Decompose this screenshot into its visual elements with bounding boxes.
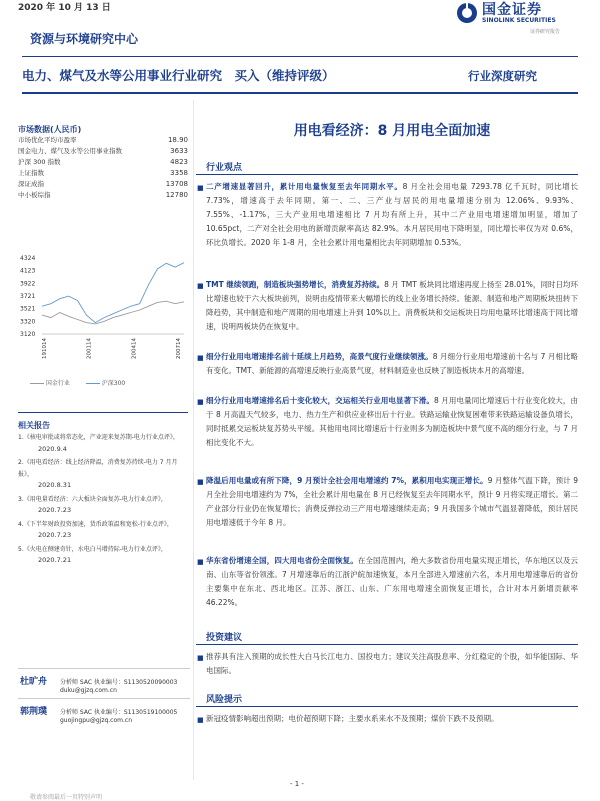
related-reports [18, 432, 190, 569]
x-tick-label: 200414 [131, 338, 138, 359]
department: 资源与环境研究中心 [30, 32, 139, 46]
related-item[interactable]: 5.《火电在侧建奇针，水电白马增持际-电力行业点评》， 2020.7.21 [18, 545, 167, 564]
chart-legend [30, 378, 125, 387]
section-heading: 行业观点 [206, 163, 243, 173]
paragraph: ■ TMT 继续领跑，制造板块强势增长，消费复苏持续。8 月 TMT 板块同比增速再度上扬至 28.01%，同时日均环比增速也较于六大板块前列，说明由疫情带来大幅增长的线上业务增长持续。能源、制造和地产周期板块扭转下降趋势，其中制造和地产周期的用电增速上升到 10%以上。消费板块和交运板块日均用电量环比增速高于同比增速，说明两板块仍在恢复中。 [197, 280, 578, 331]
analyst-email[interactable]: guojingpu@gjzq.com.cn [60, 717, 133, 724]
related-item[interactable]: 1.《核电审批或将常态化，产业迎来复苏期-电力行业点评》， 2020.9.4 [18, 434, 179, 453]
page-number: - 1 - [290, 780, 304, 788]
analyst-email[interactable]: duku@gjzq.com.cn [60, 687, 117, 694]
industry-title: 电力、煤气及水等公用事业行业研究 买入（维持评级） [22, 68, 335, 83]
market-row: 国金电力、煤气及水等公用事业指数 3633 [18, 147, 188, 155]
index-chart [18, 252, 188, 372]
market-title: 市场数据(人民币) [18, 125, 82, 134]
x-tick-label: 191014 [42, 338, 48, 359]
y-tick-label: 3120 [20, 331, 36, 338]
market-row: 沪深 300 指数 4823 [18, 158, 188, 166]
paragraph: ■ 细分行业用电增速排名后十变化较大，交运相关行业用电显著下滑。8 月用电量同比增速后十行业变化较大，由于 8 月高温天气较多，电力、热力生产和供应业移出后十行业。铁路运输业恢复困难带来铁路运输设备负增长，同时抵累交运板块复苏势头平缓。其他用电同比增速后十行业则多为制造板块中景气度不高的细分行业，与 7 月相比变化不大。 [197, 396, 579, 447]
report-type: 行业深度研究 [468, 69, 537, 83]
paragraph: ■ 华东省份增速全国，四大用电省份全面恢复。在全国范围内，绝大多数省份用电量实现正增长，华东地区以及云南、山东等省份领涨。7 月增速靠后的江浙沪皖加速恢复，本月全部进入增速前六名，本月用电增速靠后的省份主要集中在东北、西北地区。江苏、浙江、山东、广东用电增速全面恢复正增长，合计对本月新增贡献率 46.22%。 [197, 556, 578, 607]
divider [196, 174, 578, 175]
paragraph: ■ 降温后用电量或有所下降，9 月预计全社会用电增速约 7%，累积用电实现正增长。9 月整体气温下降，预计 9 月全社会用电增速约为 7%，全社会累计用电量在 8 月已经恢复至去年同期水平，预计 9 月将实现正增长。第二产业部分行业仍在恢复增长；消费反弹拉动三产用电增速继续走高；9 月我国多个城市气温显著降低，预计居民用电增速低于今年 8 月。 [197, 476, 579, 527]
report-date: 2020 年 10 月 13 日 [18, 3, 111, 13]
y-tick-label: 3922 [20, 280, 36, 288]
y-tick-label: 3320 [20, 318, 36, 326]
market-row: 中小板综指 12780 [18, 191, 188, 199]
divider [22, 56, 578, 57]
logo-sub: 证券研究报告 [530, 29, 561, 35]
analyst: 杜旷舟 分析师 SAC 执业编号：S1130520090003 duku@gjzq.com.cn [20, 674, 200, 694]
divider [22, 92, 578, 94]
legend-industry: 国金行业 [45, 380, 70, 387]
market-row: 深证成指 13708 [18, 180, 188, 188]
section-heading: 投资建议 [206, 633, 243, 643]
section-heading: 风险提示 [206, 695, 243, 705]
analyst: 郭荆璞 分析师 SAC 执业编号：S1130519100005 guojingpu@gjzq.com.cn [20, 704, 200, 724]
x-tick-label: 200714 [176, 338, 182, 359]
paragraph: ■ 新冠疫情影响超出预期；电价超预期下降；主要水系来水不及预期；煤价下跌不及预期。 [197, 714, 499, 724]
divider [18, 698, 190, 699]
sinolink-logo-icon [456, 2, 478, 24]
series-line-industry [42, 301, 184, 324]
footer-note: 敬请参阅最后一页特别声明 [30, 794, 103, 801]
paragraph: ■ 推荐具有注入预期的成长性大白马长江电力、国投电力；建议关注高股息率、分红稳定的个股，如华能国际、华电国际。 [197, 652, 578, 675]
legend-index: 沪深300 [101, 380, 126, 387]
y-tick-label: 3721 [20, 293, 36, 301]
logo-en: SINOLINK SECURITIES [482, 17, 556, 24]
related-title: 相关报告 [18, 421, 50, 430]
related-item[interactable]: 2.《用电看经济：线上经济降温，消费复苏持续-电力 7 月月报》， 2020.8.31 [18, 459, 178, 489]
logo-cn: 国金证券 [482, 2, 542, 18]
market-data [18, 100, 188, 201]
divider [196, 644, 578, 645]
paragraph: ■ 二产增速显著回升，累计用电量恢复至去年同期水平。8 月全社会用电量 7293.78 亿千瓦时，同比增长 7.73%，增速高于去年同期。第一、二、三产业与居民的用电量增速分别为 12.06%、9.93%、7.55%、-1.17%，三大产业用电增速相比 7 月均有所上升，其中二产业用电增速增加明显，增加了 10.65pct，二产对全社会用电的新增贡献率高达 82.9%。本月居民用电下降明显，同比增长率仅为对 0.6%，环比负增长。2020 年 1-8 月，全社会累计用电量相比去年同期增加 0.53%。 [197, 182, 579, 247]
divider [18, 412, 188, 413]
y-tick-label: 4123 [20, 267, 36, 275]
paragraph: ■ 细分行业用电增速排名前十延续上月趋势，高景气度行业继续领涨。8 月细分行业用电增速前十名与 7 月相比略有变化。TMT、新能源的高增速反映行业高景气度，材料制造业也反映了制造板块本月的高增速。 [197, 352, 578, 375]
report-title: 用电看经济：8 月用电全面加速 [293, 123, 491, 139]
y-tick-label: 4324 [20, 255, 36, 262]
x-tick-label: 200114 [86, 338, 93, 359]
related-item[interactable]: 4.《下半年财政投资加速，货币政策温和宽松-行业点评》， 2020.7.23 [18, 520, 173, 539]
market-row: 上证指数 3358 [18, 169, 188, 177]
divider [18, 668, 190, 669]
market-row: 市场优化平均市盈率 18.90 [18, 136, 188, 144]
y-tick-label: 3521 [20, 305, 36, 313]
divider [196, 706, 578, 707]
related-item[interactable]: 3.《用电量看经济：六大板块全面复苏-电力行业点评》， 2020.7.23 [18, 495, 167, 514]
